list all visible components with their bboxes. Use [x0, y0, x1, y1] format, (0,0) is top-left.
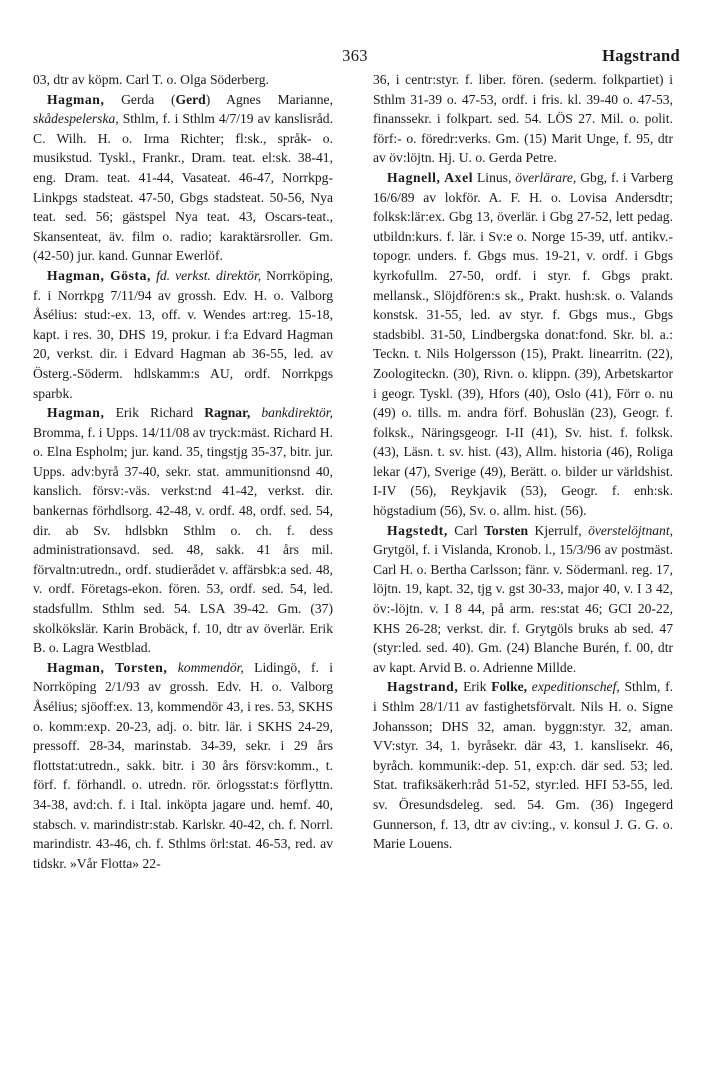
entry-surname: Hagstrand, — [387, 679, 459, 695]
entry-given-pre: Erik Richard — [104, 405, 205, 421]
entry-body: Bromma, f. i Upps. 14/11/08 av tryck:mäst. Richard H. o. Elna Espholm; jur. kand. 35, tingstjg 35-37, bitr. jur. Upps. adv:byrå 37-40, sekr. stat. ammunitionsnd 40, kanslich. försv:-väs. verkst:nd 41-42, verkst. dir. bankernas förhdlsorg. 42-48, v. ordf. 48, ordf. sed. 54, dir. ab Sv. hdlsbkn Sthlm o. ch. f. dess administrationsavd. sed. 48, sakk. 41 års mil. förvaltn:utredn., ordf. studierådet v. affärsbk:a sed. 48, v. ordf. Företags-ekon. fören. 53, ordf. sed. 54, led. stadsfullm. Sthlm sed. 54. LSA 39-42. Gm. (37) skolkökslär. Karin Brobäck, f. 10, dtr av överlär. Erik B. o. Lagra Westblad. — [33, 424, 333, 656]
entry-given-pre: Erik — [458, 679, 492, 695]
entry-given-post: Kjerrulf, — [528, 522, 589, 538]
entry-hagman-gosta — [33, 266, 333, 403]
entry-body: Sthlm, f. i Sthlm 28/1/11 av fastighetsförvalt. Nils H. o. Signe Johansson; DHS 32, aman. byggn:styr. 32, aman. VV:styr. 34, 1. byråsekr. där 43, 1. kanslisekr. 46, byråch. kommunik:-dep. 51, exp:ch. där sed. 53; led. Stat. trafiksäkerh:råd 51-52, styr:led. HFI 53-55, led. sv. Öresundsdeleg. sed. 54. Gm. (36) Ingegerd Gunnerson, f. 13, dtr av civ:ing., v. konsul J. G. G. o. Marie Louens. — [373, 679, 673, 852]
entry-body: Lidingö, f. i Norrköping 2/1/93 av grossh. Edv. H. o. Valborg Åsélius; sjöoff:ex. 13, kommendör 43, i res. 53, SKHS o. komm:exp. 20-23, adj. o. bitr. lär. i SKHS 24-29, pressoff. 28-34, marinstab. 34-39, sekr. i 29 års flottstat:utredn., sakk. bitr. i 30 års försv:komm., t. förf. f. förhandl. o. utredn. rör. örlogsstat:s förflyttn. 34-38, avd:ch. f. i Ital. inköpta jagare und. hemf. 40, stabsch. v. marindistr:stab. Karlskr. 40-42, ch. f. Norrl. marindistr. 43-46, ch. f. Sthlms örl:stat. 46-53, red. av tidskr. »Vår Flotta» 22- — [33, 659, 333, 871]
left-column — [33, 70, 333, 873]
entry-title: expeditionschef, — [527, 679, 620, 695]
entry-hagstedt-torsten — [373, 521, 673, 678]
entry-surname: Hagstedt, — [387, 522, 448, 538]
entry-given-bold: Ragnar, — [204, 405, 251, 421]
right-column — [373, 70, 673, 854]
entry-title: skådespelerska, — [33, 111, 119, 127]
entry-surname: Hagnell, Axel — [387, 169, 474, 185]
entry-surname: Hagman, Torsten, — [47, 659, 168, 675]
entry-given-bold: Folke, — [491, 679, 528, 695]
entry-body: Norrköping, f. i Norrkpg 7/11/94 av grossh. Edv. H. o. Valborg Åsélius: stud:-ex. 13, off. v. Wendes art:reg. 15-18, kapt. i res. 30, DHS 19, prokur. i f:a Edvard Hagman 20, verkst. dir. i Edvard Hagman ab 36-55, led. av Österg.-Söderm. hdlskamm:s AU, ordf. Norrkpgs sparbk. — [33, 267, 333, 401]
entry-hagman-torsten — [33, 658, 333, 874]
entry-given-bold: Gerd — [175, 91, 206, 107]
running-head: Hagstrand — [602, 46, 680, 65]
entry-title: bankdirektör, — [250, 405, 333, 421]
entry-body: Gbg, f. i Varberg 16/6/89 av lokför. A. F. H. o. Lovisa Andersdtr; folksk:lär:ex. Gbg 13, överlär. i Gbg 27-52, lett pedag. utbildn:kurs. f. lär. i Sv:e o. Norge 15-39, utf. antikv.-topogr. unders. f. Gbgs mus. 19-21, v. ordf. i Gbgs kyrkofullm. 27-50, ordf. i styr. f. Gbgs prakt. mellansk., Slöjdfören:s sk., Prakt. hush:sk. o. Valands konstsk. 31-55, led. av styr. f. Gbgs mus., Gbgs stadsbibl. 31-50, Lindbergska donat:fond. Skr. bl. a.: Teckn. t. Nils Holgersson (15), Prakt. linearritn. (22), Zoologiteckn. (30), Rivn. o. klippn. (39), Arbetskartor i geogr. Tyskl. (39), Hfors (40), Oslo (41), Förr o. nu (49) o. tills. m. andra förf. Bohuslän (23), Geogr. f. folksk., Näringsgeogr. I-II (41), Sv. hist. f. folksk. (43), Läsn. t. sv. hist. (43), Allm. historia (46), Roliga lekar (47), Sverige (49), Berätt. o. bilder ur världshist. I-IV (56), Reykjavik (53), Geogr. f. enh:sk. högstadium (56), Sv. o. allm. hist. (56). — [373, 169, 673, 519]
entry-title: överstelöjtnant, — [588, 522, 674, 538]
entry-hagnell-axel — [373, 168, 673, 521]
page-number: 363 — [342, 46, 368, 65]
entry-hagstrand-folke — [373, 677, 673, 853]
entry-title: överlärare, — [515, 169, 577, 185]
entry-surname: Hagman, — [47, 405, 105, 421]
entry-surname: Hagman, — [47, 91, 105, 107]
entry-given-pre: Linus, — [473, 169, 516, 185]
entry-hagman-gerda — [33, 90, 333, 266]
entry-given-pre: Carl — [447, 522, 485, 538]
entry-body: Sthlm, f. i Sthlm 4/7/19 av kanslisråd. C. Wilh. H. o. Irma Richter; fl:sk., språk- o. musikstud. Tyskl., Frankr., Dram. teat. el:sk. 38-41, eng. Dram. teat. 41-44, Vasateat. 46-47, Norrkpg-Linkpgs stadsteat. 47-50, Gbgs stadsteat. 50-56, Nya teat. sed. 56; gästspel Nya teat. 43, Oscars-teat., Skansenteat, äv. film o. radio; karaktärsroller. Gm. (42-50) jur. kand. Gunnar Ewerlöf. — [33, 111, 333, 264]
continued-entry-text: 03, dtr av köpm. Carl T. o. Olga Söderberg. — [33, 72, 269, 87]
page-header — [30, 46, 680, 70]
entry-hagman-ragnar — [33, 403, 333, 658]
entry-given-bold: Torsten — [484, 522, 529, 538]
entry-given-pre: Gerda ( — [104, 91, 176, 107]
entry-body: Grytgöl, f. i Vislanda, Kronob. l., 15/3/96 av postmäst. Carl H. o. Bertha Carlsson; fänr. v. Södermanl. reg. 17, löjtn. 19, kapt. 32, tjg v. gst 30-33, major 40, v. I 3 42, öv:-löjtn. v. I 8 44, på arm. res:stat 46; GCI 20-22, KHS 26-28; verkst. dir. f. Grytgöls bruks ab sed. 47 (styr:led. sed. 40). Gm. (24) Blanche Burén, f. 00, dtr av kapt. Arvid B. o. Adrienne Millde. — [373, 542, 673, 675]
entry-given-post: ) Agnes Marianne, — [205, 91, 333, 107]
entry-title: fd. verkst. direktör, — [151, 267, 262, 283]
entry-surname: Hagman, Gösta, — [47, 267, 152, 283]
continued-entry-text: 36, i centr:styr. f. liber. fören. (sederm. folkpartiet) i Sthlm 31-39 o. 47-53, ordf. i fris. kl. 39-40 o. 47-53, finanssekr. i folkpart. sed. 54. LÖS 27. Mil. o. polit. förf:- o. föredr:verks. Gm. (15) Marit Unge, f. 95, dtr av öv:löjtn. Hj. U. o. Gerda Petre. — [373, 72, 673, 166]
entry-title: kommendör, — [167, 659, 244, 675]
